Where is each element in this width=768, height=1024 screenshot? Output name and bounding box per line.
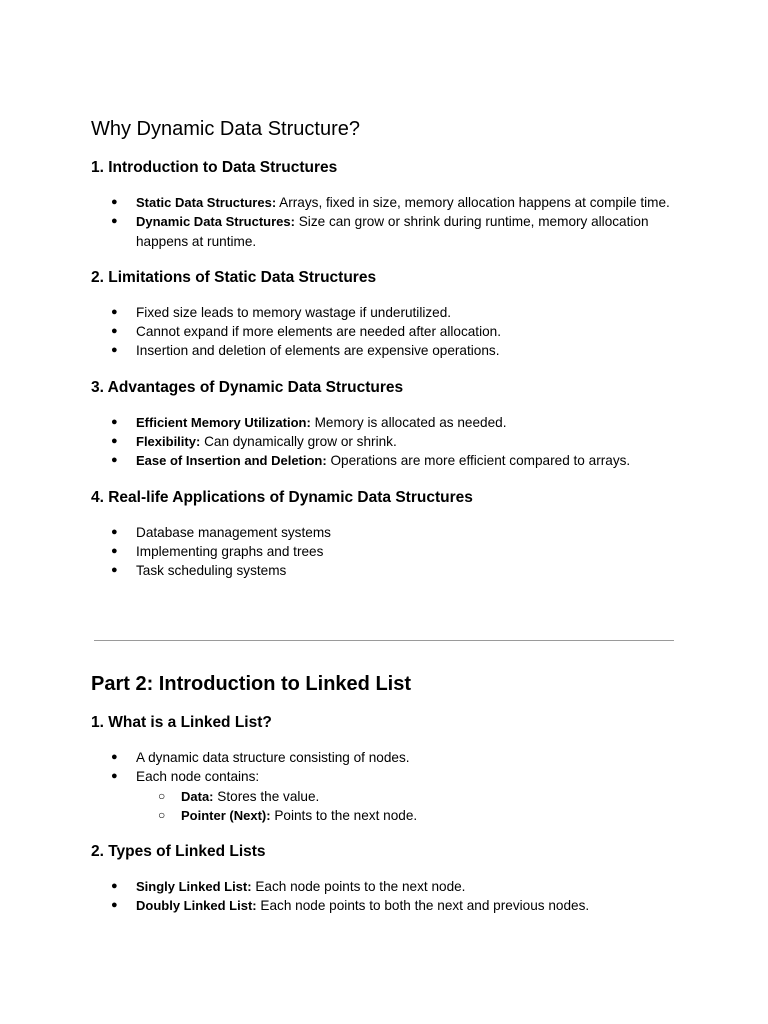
term-label: Data: (181, 788, 214, 804)
term-label: Efficient Memory Utilization: (136, 414, 311, 430)
hollow-bullet-icon: ○ (158, 807, 166, 822)
intro-list (91, 193, 681, 251)
horizontal-divider (94, 640, 674, 641)
node-contents-sublist (136, 787, 681, 826)
term-label: Static Data Structures: (136, 195, 277, 210)
bullet-icon: ● (111, 344, 118, 357)
item-text: Arrays, fixed in size, memory allocation happens at compile time. (276, 195, 670, 210)
list-item (91, 767, 681, 825)
item-text: Size can grow or shrink during runtime, memory allocation happens at runtime. (136, 214, 649, 249)
section-heading-what-is-linked-list: 1. What is a Linked List? (91, 714, 272, 731)
bullet-icon: ● (111, 564, 118, 577)
bullet-icon: ● (111, 454, 118, 467)
item-text: Can dynamically grow or shrink. (200, 434, 397, 450)
bullet-icon: ● (111, 525, 118, 538)
item-text: Operations are more efficient compared to arrays. (326, 453, 631, 469)
item-text: A dynamic data structure consisting of nodes. (136, 750, 410, 765)
list-item (91, 523, 681, 542)
item-text: Insertion and deletion of elements are expensive operations. (136, 343, 500, 359)
bullet-icon: ● (111, 880, 118, 893)
list-item (91, 341, 681, 360)
term-label: Dynamic Data Structures: (136, 214, 295, 230)
sublist-item (136, 787, 681, 806)
section-heading-advantages: 3. Advantages of Dynamic Data Structures (91, 378, 404, 396)
item-text: Stores the value. (213, 788, 320, 804)
bullet-icon: ● (111, 544, 118, 557)
bullet-icon: ● (111, 196, 118, 208)
bullet-icon: ● (111, 305, 118, 318)
item-text: Each node points to the next node. (251, 879, 466, 895)
bullet-icon: ● (111, 415, 118, 428)
bullet-icon: ● (111, 770, 118, 783)
applications-list (91, 523, 681, 581)
linked-list-types-list (91, 877, 681, 916)
limitations-list (91, 303, 681, 361)
part2-content (91, 671, 681, 933)
list-item (91, 451, 681, 470)
item-text: Implementing graphs and trees (136, 543, 324, 559)
list-item (91, 212, 681, 251)
part1-content (91, 116, 681, 598)
list-item (91, 561, 681, 580)
section-heading-types-of-linked-lists: 2. Types of Linked Lists (91, 843, 266, 861)
list-item (91, 896, 681, 915)
list-item (91, 413, 681, 432)
item-text: Points to the next node. (270, 807, 418, 823)
section-heading-limitations: 2. Limitations of Static Data Structures (91, 268, 377, 286)
item-text: Each node contains: (136, 769, 260, 785)
item-text: Task scheduling systems (136, 563, 287, 579)
section-heading-applications: 4. Real-life Applications of Dynamic Data Structures (91, 488, 473, 506)
term-label: Doubly Linked List: (136, 898, 257, 914)
bullet-icon: ● (111, 751, 118, 763)
linked-list-definition-list (91, 748, 681, 825)
part2-title: Part 2: Introduction to Linked List (91, 673, 411, 695)
item-text: Memory is allocated as needed. (310, 414, 507, 430)
list-item (91, 748, 681, 767)
bullet-icon: ● (111, 899, 118, 912)
item-text: Fixed size leads to memory wastage if underutilized. (136, 304, 452, 320)
advantages-list (91, 413, 681, 471)
section-heading-intro: 1. Introduction to Data Structures (91, 159, 338, 176)
list-item (91, 877, 681, 896)
list-item (91, 322, 681, 341)
list-item (91, 432, 681, 451)
document-title: Why Dynamic Data Structure? (91, 118, 360, 140)
list-item (91, 303, 681, 322)
list-item (91, 542, 681, 561)
term-label: Ease of Insertion and Deletion: (136, 453, 327, 469)
item-text: Each node points to both the next and previous nodes. (256, 898, 590, 914)
term-label: Pointer (Next): (181, 807, 271, 823)
item-text: Database management systems (136, 524, 331, 540)
term-label: Flexibility: (136, 434, 201, 450)
list-item (91, 193, 681, 212)
hollow-bullet-icon: ○ (158, 788, 166, 803)
bullet-icon: ● (111, 435, 118, 448)
term-label: Singly Linked List: (136, 879, 252, 895)
bullet-icon: ● (111, 215, 118, 228)
bullet-icon: ● (111, 325, 118, 338)
sublist-item (136, 806, 681, 825)
item-text: Cannot expand if more elements are needed after allocation. (136, 324, 501, 340)
